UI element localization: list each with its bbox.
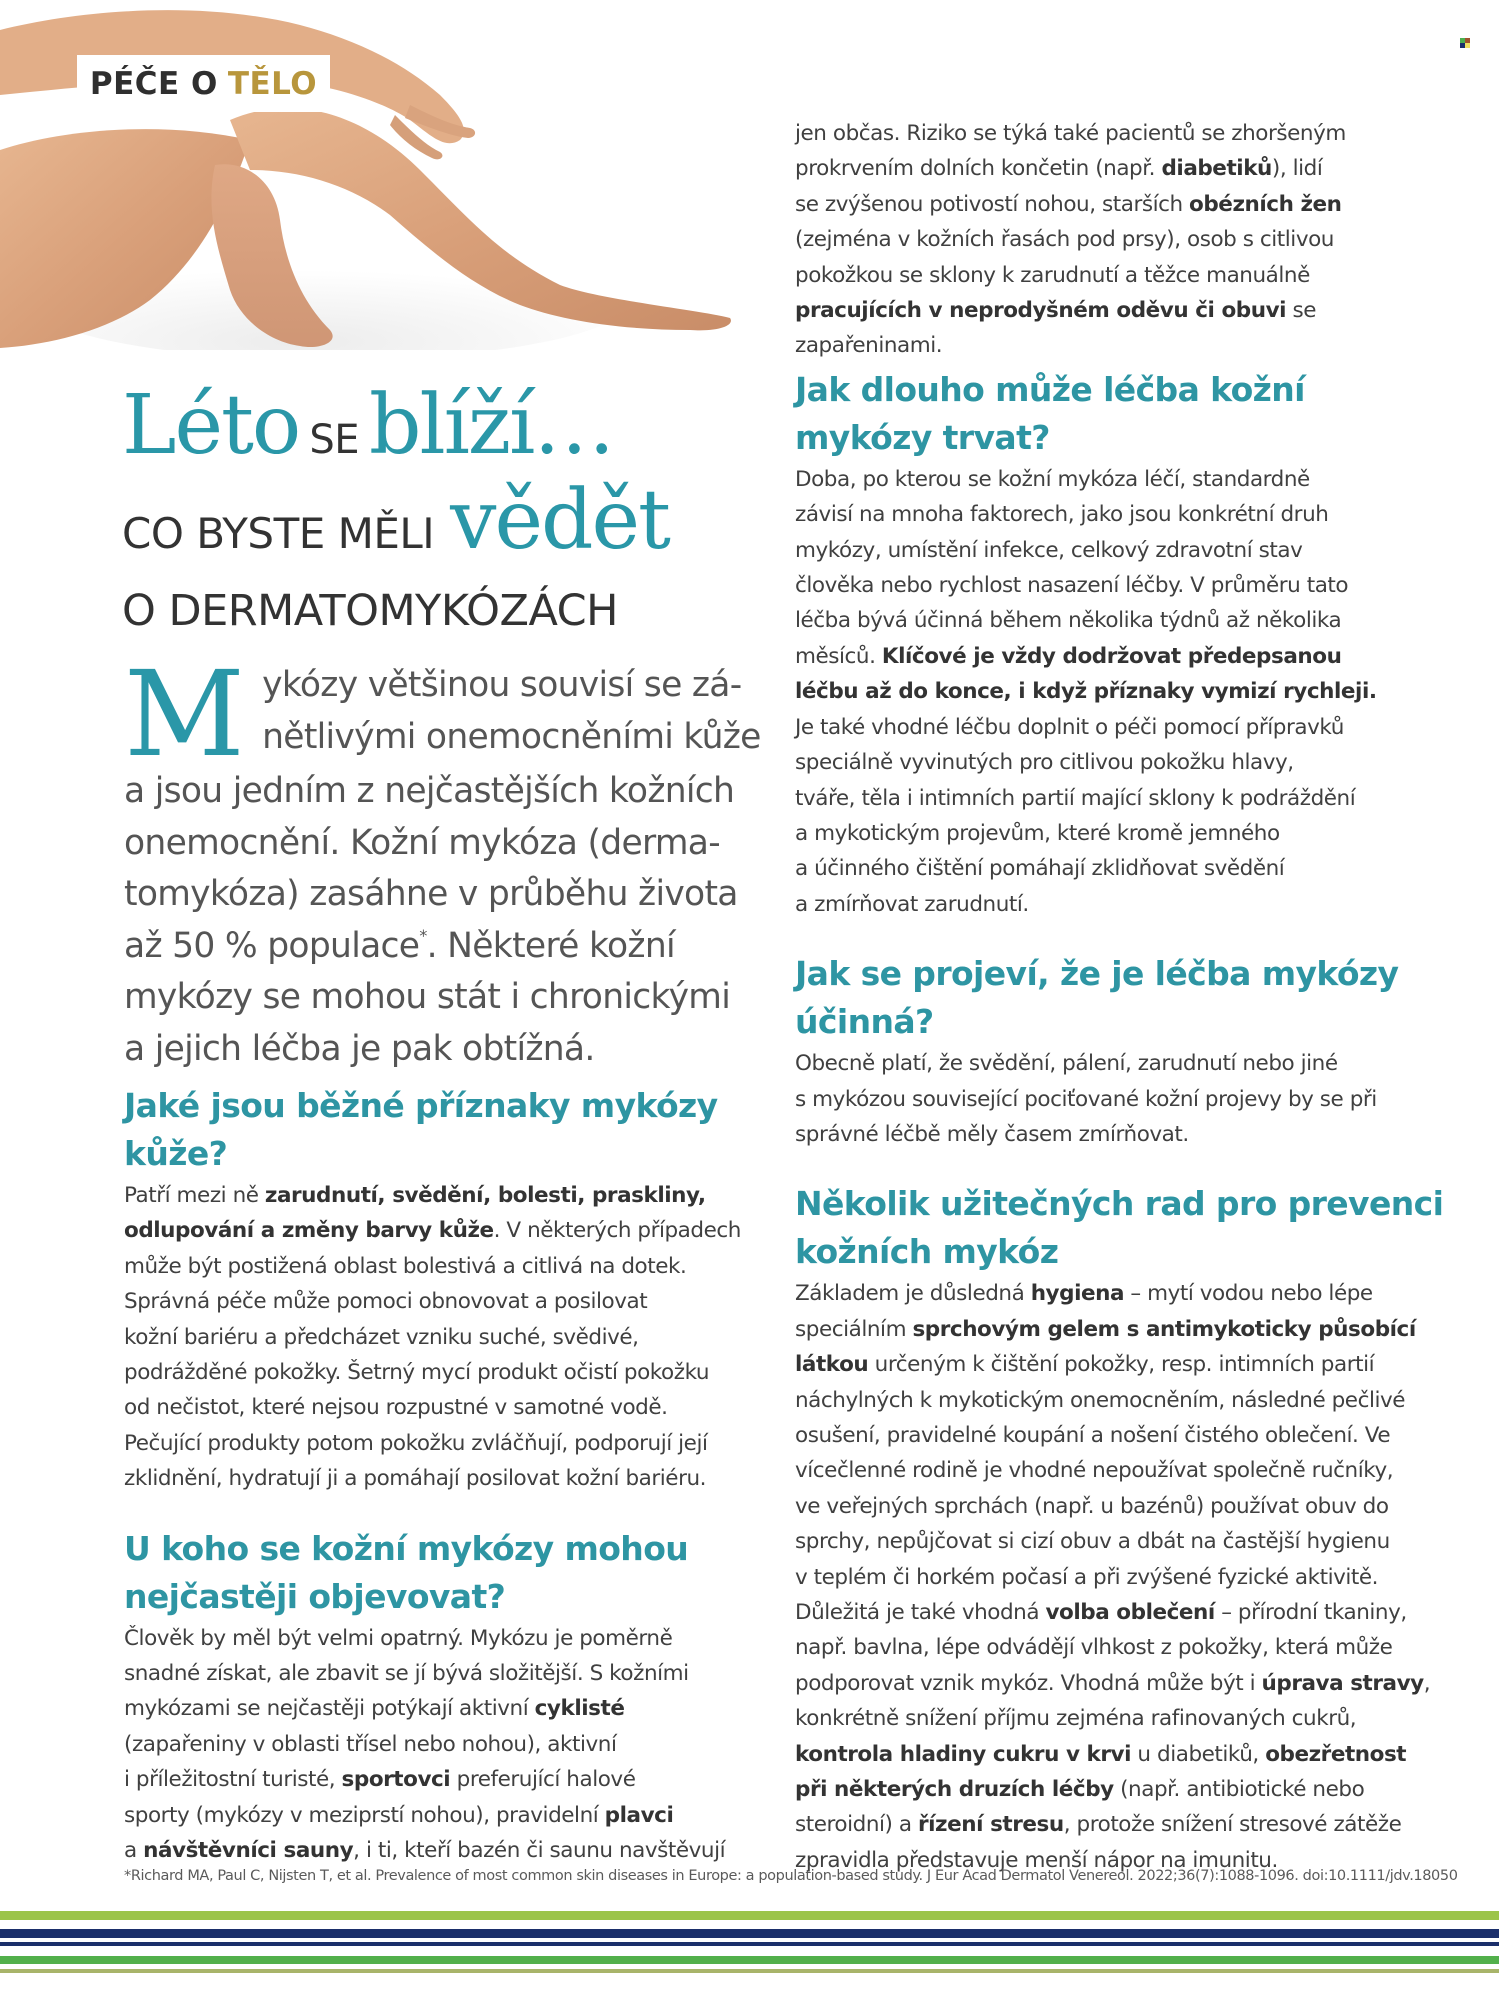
drop-cap: M — [124, 645, 245, 783]
intro-line: nětlivými onemocněními kůže — [262, 716, 761, 757]
stripe-navy-thin — [0, 1942, 1499, 1946]
body-line: ve veřejných sprchách (např. u bazénů) používat obuv do — [795, 1493, 1389, 1519]
body-line: závisí na mnoha faktorech, jako jsou konkrétní druh — [795, 502, 1329, 528]
headline-line-1 — [122, 378, 614, 473]
intro-line: a jsou jedním z nejčastějších kožních — [124, 771, 735, 811]
text: sporty (mykózy v meziprstí nohou), pravidelní — [124, 1802, 605, 1828]
heading-line: U koho se kožní mykózy mohou — [124, 1528, 689, 1568]
text: (např. antibiotické nebo — [1113, 1777, 1365, 1803]
body-line: zklidnění, hydratují ji a pomáhají posilovat kožní bariéru. — [124, 1466, 707, 1492]
bold-text: odlupování a změny barvy kůže — [124, 1218, 494, 1244]
text: určeným k čištění pokožky, resp. intimních partií — [868, 1352, 1375, 1378]
section-label-part1: PÉČE O — [89, 65, 218, 102]
section-heading — [795, 950, 1435, 1046]
body-line: člověka nebo rychlost nasazení léčby. V průměru tato — [795, 573, 1349, 599]
heading-line: kožních mykóz — [795, 1232, 1059, 1272]
bold-text: léčbu až do konce, i když příznaky vymizí rychleji. — [795, 679, 1377, 705]
body-line: (zapařeniny v oblasti třísel nebo nohou), aktivní — [124, 1731, 617, 1757]
bold-text: obezřetnost — [1265, 1741, 1407, 1767]
headline-word-leto: Léto — [122, 378, 300, 473]
body-line — [795, 1347, 1435, 1382]
body-line: Člověk by měl být velmi opatrný. Mykózu je poměrně — [124, 1625, 673, 1651]
section-body — [124, 1621, 764, 1869]
section-body — [795, 462, 1435, 922]
body-line — [124, 1213, 764, 1248]
body-line: speciálně vyvinutých pro citlivou pokožku hlavy, — [795, 750, 1294, 776]
text: měsíců. — [795, 643, 882, 669]
text: a — [124, 1838, 144, 1864]
body-line: osušení, pravidelné koupání a nošení čistého oblečení. Ve — [795, 1422, 1391, 1448]
text: – přírodní tkaniny, — [1214, 1600, 1407, 1625]
body-line — [795, 151, 1435, 186]
body-line: a zmírňovat zarudnutí. — [795, 891, 1029, 917]
body-line: správné léčbě měly časem zmírňovat. — [795, 1121, 1189, 1147]
body-line — [795, 187, 1435, 222]
headline-co-byste-meli: CO BYSTE MĚLI — [122, 509, 435, 558]
body-line: Správná péče může pomoci obnovovat a posilovat — [124, 1289, 648, 1315]
headline-line-3 — [122, 586, 618, 636]
heading-line: Jak dlouho může léčba kožní — [795, 369, 1305, 409]
stripe-navy-thick — [0, 1929, 1499, 1938]
heading-line: nejčastěji objevovat? — [124, 1576, 506, 1616]
body-line: Obecně platí, že svědění, pálení, zarudnutí nebo jiné — [795, 1051, 1338, 1077]
bold-text: volba oblečení — [1045, 1600, 1215, 1625]
legs-illustration — [0, 0, 740, 350]
intro-line: onemocnění. Kožní mykóza (derma- — [124, 822, 720, 863]
text: , i ti, kteří bazén či saunu navštěvují — [353, 1838, 726, 1864]
bold-text: diabetiků — [1161, 156, 1272, 182]
headline-dermatomykozach: O DERMATOMYKÓZÁCH — [122, 586, 618, 636]
text: Důležitá je také vhodná — [795, 1600, 1046, 1625]
bold-text: Klíčové je vždy dodržovat předepsanou — [881, 643, 1342, 669]
section-heading — [124, 1082, 764, 1178]
body-line: a mykotickým projevům, které kromě jemného — [795, 820, 1280, 846]
bold-text: kontrola hladiny cukru v krvi — [795, 1741, 1132, 1767]
text: prokrvením dolních končetin (např. — [795, 156, 1162, 182]
bold-text: obézních žen — [1189, 191, 1342, 217]
body-line — [795, 1772, 1435, 1807]
body-line: Je také vhodné léčbu doplnit o péči pomocí přípravků — [795, 714, 1344, 740]
spacer — [795, 922, 1435, 950]
body-line: např. bavlna, lépe odvádějí vlhkost z pokožky, která může — [795, 1635, 1393, 1661]
bold-text: zarudnutí, svědění, bolesti, praskliny, — [264, 1183, 706, 1208]
body-line: konkrétně snížení příjmu zejména rafinovaných cukrů, — [795, 1706, 1357, 1732]
body-line — [124, 1691, 764, 1726]
spacer — [124, 1497, 764, 1525]
body-line — [124, 1178, 764, 1213]
body-line — [124, 1762, 764, 1797]
body-line — [795, 1737, 1435, 1772]
text: – mytí vodou nebo lépe — [1124, 1281, 1373, 1307]
body-line — [124, 1798, 764, 1833]
left-column — [124, 1082, 764, 1869]
bold-text: při některých druzích léčby — [795, 1777, 1114, 1803]
intro-line — [124, 921, 744, 973]
text: podporovat vznik mykóz. Vhodná může být i — [795, 1670, 1262, 1696]
heading-line: kůže? — [124, 1134, 228, 1173]
section-heading — [124, 1525, 764, 1621]
section-effective — [795, 950, 1435, 1152]
section-body — [124, 1178, 764, 1497]
section-body — [795, 1276, 1435, 1878]
body-line: náchylných k mykotickým onemocněním, následné pečlivé — [795, 1387, 1406, 1413]
intro-line: ykózy většinou souvisí se zá- — [262, 665, 742, 705]
section-symptoms — [124, 1082, 764, 1497]
intro-paragraph — [124, 645, 761, 1076]
bold-text: sportovci — [341, 1767, 451, 1793]
headline-line-2 — [122, 473, 669, 568]
bold-text: návštěvníci sauny — [143, 1838, 354, 1864]
body-line: může být postižená oblast bolestivá a citlivá na dotek. — [124, 1253, 687, 1279]
body-line — [795, 1595, 1435, 1630]
bold-text: cyklisté — [534, 1696, 625, 1722]
text: steroidní) a — [795, 1812, 918, 1838]
text: . V některých případech — [493, 1218, 741, 1244]
heading-line: mykózy trvat? — [795, 417, 1050, 457]
headline-word-vedet: vědět — [450, 473, 669, 568]
text: Patří mezi ně — [124, 1183, 265, 1208]
body-line: jen občas. Riziko se týká také pacientů se zhoršeným — [795, 121, 1346, 146]
text: mykózami se nejčastěji potýkají aktivní — [124, 1696, 535, 1722]
stripe-olive — [0, 1969, 1499, 1973]
intro-line: tomykóza) zasáhne v průběhu života — [124, 874, 738, 915]
body-line: (zejména v kožních řasách pod prsy), osob s citlivou — [795, 227, 1334, 253]
bold-text: úprava stravy — [1261, 1670, 1424, 1696]
intro-line: a jejich léčba je pak obtížná. — [124, 1028, 595, 1069]
headline-word-blizi: blíží… — [368, 378, 614, 473]
bold-text: pracujících v neprodyšném oděvu či obuvi — [795, 298, 1287, 324]
spacer — [795, 1152, 1435, 1180]
body-line: podrážděné pokožky. Šetrný mycí produkt očistí pokožku — [124, 1360, 710, 1386]
body-line: tváře, těla i intimních partií mající sklony k podráždění — [795, 785, 1356, 811]
bold-text: látkou — [795, 1352, 869, 1378]
intro-text: až 50 % populace — [124, 925, 420, 966]
body-line: léčba bývá účinná během několika týdnů až několika — [795, 608, 1342, 634]
section-prevention — [795, 1180, 1444, 1878]
body-line: v teplém či horkém počasí a při zvýšené fyzické aktivitě. — [795, 1564, 1379, 1590]
body-line: pokožkou se sklony k zarudnutí a těžce manuálně — [795, 262, 1310, 288]
heading-line: Jaké jsou běžné příznaky mykózy — [124, 1086, 718, 1125]
body-line — [795, 1807, 1435, 1842]
body-line: kožní bariéru a předcházet vzniku suché, svědivé, — [124, 1324, 639, 1350]
text: , — [1423, 1670, 1431, 1696]
right-column — [795, 116, 1444, 1878]
section-label-part2: TĚLO — [227, 65, 318, 102]
body-line: Doba, po kterou se kožní mykóza léčí, standardně — [795, 466, 1310, 492]
bold-text: plavci — [604, 1802, 674, 1828]
body-line — [795, 639, 1435, 674]
headline-word-se: SE — [309, 417, 359, 463]
section-body — [795, 1046, 1435, 1152]
body-line — [795, 1312, 1435, 1347]
hero-photo-legs — [0, 0, 740, 350]
body-line: Pečující produkty potom pokožku zvláčňují, podporují její — [124, 1430, 708, 1456]
body-line — [124, 1833, 764, 1868]
bold-text: řízení stresu — [917, 1812, 1064, 1838]
text: , protože snížení stresové zátěže — [1063, 1812, 1402, 1838]
heading-line: účinná? — [795, 1002, 934, 1042]
text: ), lidí — [1271, 156, 1323, 182]
bold-text: sprchovým gelem s antimykoticky působící — [912, 1316, 1416, 1342]
bold-text: hygiena — [1030, 1281, 1125, 1307]
body-line: zpravidla představuje menší nápor na imunitu. — [795, 1847, 1278, 1873]
section-heading — [795, 1180, 1444, 1276]
body-line — [795, 1276, 1435, 1311]
stripe-light-green — [0, 1911, 1499, 1920]
text: u diabetiků, — [1131, 1741, 1266, 1767]
heading-line: Několik užitečných rad pro prevenci — [795, 1184, 1444, 1224]
intro-line: mykózy se mohou stát i chronickými — [124, 977, 731, 1018]
text: se zvýšenou potivostí nohou, starších — [795, 191, 1190, 217]
footnote-marker: * — [419, 925, 427, 945]
section-duration — [795, 366, 1435, 922]
body-line: a účinného čištění pomáhají zklidňovat svědění — [795, 856, 1285, 882]
body-line — [795, 674, 1435, 709]
text: i příležitostní turisté, — [124, 1767, 342, 1793]
corner-logo-icon — [1460, 38, 1470, 48]
body-line: vícečlenné rodině je vhodné nepoužívat společně ručníky, — [795, 1458, 1394, 1484]
section-heading — [795, 366, 1435, 462]
text: Základem je důsledná — [795, 1281, 1031, 1307]
text: preferující halové — [450, 1767, 636, 1793]
body-line — [795, 293, 1435, 328]
heading-line: Jak se projeví, že je léčba mykózy — [795, 954, 1399, 994]
body-line: snadné získat, ale zbavit se jí bývá složitější. S kožními — [124, 1661, 689, 1687]
section-who — [124, 1525, 764, 1869]
body-line: zapařeninami. — [795, 333, 943, 359]
body-line: s mykózou související pociťované kožní projevy by se při — [795, 1086, 1377, 1112]
body-line — [795, 1666, 1435, 1701]
body-line: sprchy, nepůjčovat si cizí obuv a dbát na častější hygienu — [795, 1529, 1390, 1555]
body-line: od nečistot, které nejsou rozpustné v samotné vodě. — [124, 1395, 668, 1421]
text: speciálním — [795, 1316, 913, 1342]
stripe-green — [0, 1956, 1499, 1964]
text: se — [1286, 298, 1316, 324]
section-label — [77, 55, 330, 112]
intro-text: . Některé kožní — [426, 925, 675, 966]
footnote-citation: *Richard MA, Paul C, Nijsten T, et al. Prevalence of most common skin diseases in Europe: a population-based study. J Eur Acad Dermatol Venereol. 2022;36(7):1088-1096. doi:10.1111/jdv.18050 — [124, 1868, 1458, 1884]
section-who-continued — [795, 116, 1435, 364]
body-line: mykózy, umístění infekce, celkový zdravotní stav — [795, 537, 1303, 563]
